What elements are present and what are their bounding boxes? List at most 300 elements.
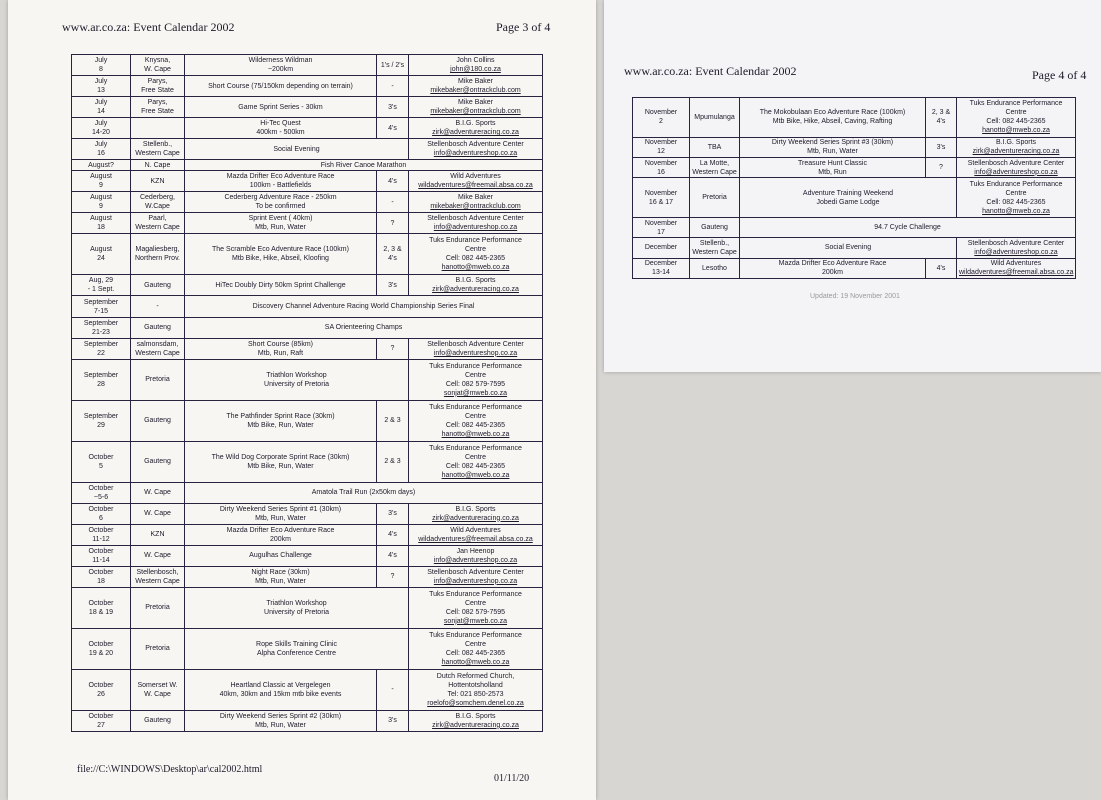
location-cell — [690, 137, 740, 157]
location-line: Western Cape — [135, 224, 180, 232]
event-table — [632, 97, 1076, 279]
date-line: 13 — [97, 87, 105, 95]
contact-email-link[interactable]: mikebaker@ontrackclub.com — [430, 87, 521, 95]
contact-line: B.I.G. Sports — [455, 505, 496, 513]
date-line: 2 — [659, 118, 663, 126]
event-line: Mtb, Run, Water — [255, 577, 306, 585]
event-line: Augulhas Challenge — [249, 552, 312, 560]
contact-cell — [957, 137, 1076, 157]
contact-email-link[interactable]: hanotto@mweb.co.za — [441, 264, 510, 272]
contact-line: Centre — [464, 412, 486, 420]
event-row — [72, 192, 543, 213]
event-cell — [185, 55, 377, 76]
date-cell — [72, 628, 131, 669]
event-row — [72, 139, 543, 160]
event-line: Short Course (75/150km depending on terrain) — [208, 82, 353, 90]
updated-note: Updated: 19 November 2001 — [810, 293, 900, 300]
event-line: Short Course (85km) — [248, 340, 313, 348]
location-cell — [690, 157, 740, 177]
team-size-cell: 4's — [377, 118, 409, 139]
event-line: Mtb Bike, Hike, Abseil, Caving, Rafting — [772, 118, 893, 126]
location-cell — [131, 118, 185, 139]
location-line: Mpumulanga — [694, 113, 735, 121]
contact-cell — [957, 258, 1076, 278]
event-row — [72, 669, 543, 710]
calendar-page-3 — [8, 0, 596, 800]
event-line: Hi-Tec Quest — [260, 120, 301, 128]
contact-line: Centre — [464, 599, 486, 607]
team-size-cell: 2 & 3 — [377, 441, 409, 482]
event-line: Heartland Classic at Vergelegen — [230, 681, 331, 689]
date-cell — [72, 76, 131, 97]
event-row — [72, 76, 543, 97]
contact-line: Cell: 082 445-2365 — [445, 649, 506, 657]
date-cell — [72, 139, 131, 160]
event-cell — [185, 669, 377, 710]
team-size-cell: ? — [377, 566, 409, 587]
location-cell — [690, 258, 740, 278]
event-cell — [185, 710, 377, 731]
location-cell — [131, 275, 185, 296]
contact-line: B.I.G. Sports — [995, 139, 1037, 147]
location-line: Parys, — [147, 78, 168, 86]
event-cell — [185, 296, 543, 317]
location-line: Paarl, — [148, 215, 167, 223]
event-line: Discovery Channel Adventure Racing World Championship Series Final — [252, 303, 475, 310]
event-line: Mtb, Run, Water — [807, 148, 858, 156]
event-row — [72, 482, 543, 503]
date-line: 14 — [97, 108, 105, 116]
location-line: Gauteng — [701, 224, 728, 232]
contact-email-link[interactable]: hanotto@mweb.co.za — [441, 430, 510, 438]
event-cell — [185, 441, 377, 482]
event-cell — [185, 503, 377, 524]
event-row — [72, 359, 543, 400]
date-line: November — [644, 219, 678, 227]
location-cell — [690, 98, 740, 138]
event-cell — [185, 566, 377, 587]
contact-email-link[interactable]: info@adventureshop.co.za — [433, 577, 518, 585]
event-line: Game Sprint Series - 30km — [238, 103, 323, 111]
event-row — [72, 566, 543, 587]
team-size-cell: ? — [926, 157, 957, 177]
date-cell — [72, 118, 131, 139]
team-size-cell: 4's — [377, 524, 409, 545]
event-line: The Mokobulaan Eco Adventure Race (100km) — [759, 109, 906, 117]
contact-line: Tuks Endurance Performance — [429, 444, 522, 452]
location-line: - — [156, 303, 159, 310]
event-line: Triathlon Workshop — [266, 371, 327, 379]
location-line: salmonsdam, — [136, 340, 179, 348]
contact-email-link[interactable]: info@adventureshop.co.za — [433, 349, 518, 357]
location-line: Magaliesberg, — [135, 246, 180, 254]
date-cell — [633, 137, 690, 157]
date-line: 24 — [97, 255, 105, 263]
event-row — [72, 275, 543, 296]
date-line: 11-14 — [92, 556, 110, 564]
location-cell — [131, 76, 185, 97]
date-cell — [72, 545, 131, 566]
contact-line: Wild Adventures — [450, 526, 501, 534]
location-cell — [131, 171, 185, 192]
location-cell — [131, 296, 185, 317]
date-line: October — [88, 505, 114, 513]
contact-cell — [409, 76, 543, 97]
team-size-cell: 4's — [377, 171, 409, 192]
event-row — [72, 296, 543, 317]
event-line: To be confirmed — [255, 203, 306, 211]
location-line: Cederberg, — [139, 194, 176, 202]
date-cell — [633, 157, 690, 177]
date-cell — [633, 178, 690, 218]
event-line: Mtb, Run, Water — [255, 514, 306, 522]
event-line: Dirty Weekend Series Sprint #2 (30km) — [219, 712, 342, 720]
location-line: Northern Prov. — [135, 255, 180, 263]
contact-cell — [957, 98, 1076, 138]
contact-line: Stellenbosch Adventure Center — [427, 568, 524, 576]
contact-email-link[interactable]: sonjat@mweb.co.za — [443, 617, 508, 625]
date-line: 6 — [99, 514, 103, 522]
contact-email-link[interactable]: hanotto@mweb.co.za — [441, 471, 510, 479]
event-line: 200km — [269, 535, 291, 543]
event-row — [72, 171, 543, 192]
team-size-cell: 3's — [926, 137, 957, 157]
date-line: July — [94, 78, 108, 86]
date-line: 16 — [657, 168, 665, 176]
contact-line: Stellenbosch Adventure Center — [967, 239, 1065, 247]
event-line: Amatola Trail Run (2x50km days) — [311, 489, 416, 497]
contact-email-link[interactable]: wildadventures@freemail.absa.co.za — [959, 269, 1074, 277]
location-line: Free State — [141, 87, 174, 95]
event-cell — [740, 217, 1076, 237]
contact-email-link[interactable]: zirk@adventureracing.co.za — [972, 148, 1060, 156]
date-cell — [72, 482, 131, 503]
event-line: Mazda Drifter Eco Adventure Race — [226, 173, 335, 181]
contact-cell — [409, 628, 543, 669]
contact-line: Mike Baker — [457, 99, 493, 107]
contact-email-link[interactable]: john@180.co.za — [450, 66, 501, 74]
location-cell — [131, 524, 185, 545]
date-line: 27 — [97, 721, 105, 729]
event-line: Fish River Canoe Marathon — [320, 161, 407, 169]
contact-email-link[interactable]: zirk@adventureracing.co.za — [432, 286, 519, 294]
contact-email-link[interactable]: info@adventureshop.co.za — [433, 556, 518, 564]
contact-email-link[interactable]: zirk@adventureracing.co.za — [432, 514, 519, 522]
date-cell — [72, 55, 131, 76]
event-row — [72, 545, 543, 566]
date-line: August — [90, 246, 112, 254]
date-line: 14-20 — [92, 129, 110, 137]
date-line: October — [88, 640, 114, 648]
contact-line: Mike Baker — [457, 194, 493, 202]
event-row — [633, 157, 1076, 177]
contact-line: Centre — [464, 371, 486, 379]
date-line: October — [88, 484, 114, 492]
date-line: 13-14 — [652, 269, 670, 277]
event-line: Night Race (30km) — [251, 568, 310, 576]
date-cell — [72, 97, 131, 118]
event-line: Mtb Bike, Hike, Abseil, Kloofing — [232, 255, 329, 263]
contact-line: Cell: 082 579-7595 — [445, 380, 506, 388]
contact-line: Stellenbosch Adventure Center — [427, 141, 524, 149]
event-cell — [185, 317, 543, 338]
event-line: Mazda Drifter Eco Adventure Race — [778, 260, 887, 268]
event-cell — [740, 238, 957, 258]
date-line: 21-23 — [92, 328, 110, 336]
event-line: SA Orienteering Champs — [324, 324, 403, 332]
contact-line: B.I.G. Sports — [455, 120, 496, 128]
event-row — [72, 234, 543, 275]
date-cell — [72, 441, 131, 482]
event-row — [633, 217, 1076, 237]
contact-email-link[interactable]: hanotto@mweb.co.za — [441, 658, 510, 666]
contact-line: Cell: 082 579-7595 — [445, 608, 506, 616]
location-line: Western Cape — [135, 577, 180, 585]
date-line: September — [83, 412, 119, 420]
date-cell — [633, 238, 690, 258]
location-line: Stellenbosch, — [136, 568, 179, 576]
contact-email-link[interactable]: zirk@adventureracing.co.za — [432, 129, 519, 137]
page-url-header: www.ar.co.za: Event Calendar 2002 — [624, 64, 797, 78]
contact-line: Tuks Endurance Performance — [429, 631, 522, 639]
location-line: KZN — [150, 531, 165, 539]
contact-line: Cell: 082 445-2365 — [445, 255, 506, 263]
contact-cell — [957, 238, 1076, 258]
contact-line: Wild Adventures — [450, 173, 501, 181]
team-size-cell: 3's — [377, 503, 409, 524]
contact-cell — [409, 118, 543, 139]
event-cell — [185, 482, 543, 503]
event-cell — [185, 171, 377, 192]
contact-cell — [409, 441, 543, 482]
event-row — [72, 55, 543, 76]
location-line: Lesotho — [702, 264, 727, 272]
contact-line: Hottentotsholland — [448, 681, 503, 689]
location-line: Western Cape — [692, 248, 737, 256]
contact-cell — [409, 55, 543, 76]
contact-line: Tel: 021 850-2573 — [447, 690, 504, 698]
event-cell — [185, 139, 409, 160]
contact-email-link[interactable]: roelofo@somchem.denel.co.za — [427, 699, 524, 707]
event-row — [633, 98, 1076, 138]
event-cell — [740, 137, 926, 157]
location-cell — [131, 97, 185, 118]
event-line: 94.7 Cycle Challenge — [874, 224, 941, 232]
team-size-cell: 2, 3 & 4's — [926, 98, 957, 138]
date-line: October — [88, 712, 114, 720]
event-row — [633, 238, 1076, 258]
location-cell — [690, 217, 740, 237]
date-cell — [72, 710, 131, 731]
location-line: N. Cape — [144, 161, 171, 169]
date-cell — [72, 296, 131, 317]
contact-email-link[interactable]: wildadventures@freemail.absa.co.za — [418, 182, 533, 190]
date-line: - 1 Sept. — [87, 286, 115, 294]
event-line: 400km - 500km — [256, 129, 305, 137]
date-line: October — [88, 453, 114, 461]
date-line: 22 — [97, 349, 105, 357]
location-line: Free State — [141, 108, 174, 116]
location-line: W. Cape — [144, 489, 171, 497]
event-cell — [185, 275, 377, 296]
date-line: 5 — [99, 462, 103, 470]
date-line: September — [83, 371, 119, 379]
contact-email-link[interactable]: sonjat@mweb.co.za — [443, 389, 508, 397]
location-cell — [690, 178, 740, 218]
event-cell — [185, 192, 377, 213]
contact-cell — [409, 234, 543, 275]
date-line: 16 & 17 — [648, 198, 674, 206]
contact-line: Cell: 082 445-2365 — [986, 198, 1046, 206]
date-line: July — [94, 99, 108, 107]
contact-line: Cell: 082 445-2365 — [445, 462, 506, 470]
location-cell — [131, 317, 185, 338]
location-line: Gauteng — [144, 281, 171, 289]
date-line: September — [83, 319, 119, 327]
event-cell — [185, 97, 377, 118]
event-line: Alpha Conference Centre — [257, 649, 336, 657]
location-cell — [131, 545, 185, 566]
event-line: Cederberg Adventure Race - 250km — [224, 194, 337, 202]
date-line: 8 — [99, 66, 103, 74]
location-cell — [131, 234, 185, 275]
date-line: August — [90, 215, 112, 223]
event-line: Mtb, Run, Water — [255, 721, 306, 729]
date-line: Aug, 29 — [88, 277, 114, 285]
location-cell — [131, 669, 185, 710]
page-url-header: www.ar.co.za: Event Calendar 2002 — [62, 20, 235, 34]
event-cell — [740, 157, 926, 177]
location-line: Knysna, — [144, 57, 171, 65]
date-line: September — [83, 298, 119, 306]
event-line: Adventure Training Weekend — [802, 189, 894, 197]
contact-line: B.I.G. Sports — [455, 712, 496, 720]
location-line: Gauteng — [144, 717, 171, 725]
event-row — [72, 441, 543, 482]
date-line: 28 — [97, 380, 105, 388]
contact-email-link[interactable]: info@adventureshop.co.za — [433, 224, 518, 232]
contact-cell — [957, 178, 1076, 218]
event-line: Triathlon Workshop — [266, 599, 327, 607]
team-size-cell: 3's — [377, 97, 409, 118]
event-line: Mtb Bike, Run, Water — [247, 462, 314, 470]
date-line: November — [644, 109, 678, 117]
contact-email-link[interactable]: hanotto@mweb.co.za — [982, 207, 1050, 215]
footer-date: 01/11/20 — [494, 773, 530, 784]
location-cell — [131, 55, 185, 76]
event-line: 40km, 30km and 15km mtb bike events — [219, 690, 342, 698]
team-size-cell: 1's / 2's — [377, 55, 409, 76]
date-line: July — [94, 120, 108, 128]
contact-email-link[interactable]: hanotto@mweb.co.za — [982, 127, 1050, 135]
contact-email-link[interactable]: wildadventures@freemail.absa.co.za — [418, 535, 533, 543]
date-cell — [72, 400, 131, 441]
contact-line: Dutch Reformed Church, — [436, 672, 515, 680]
event-cell — [185, 524, 377, 545]
date-cell — [72, 160, 131, 171]
date-line: August — [90, 194, 112, 202]
page-number: Page 4 of 4 — [1032, 68, 1087, 82]
event-line: Dirty Weekend Series Sprint #3 (30km) — [771, 139, 894, 147]
contact-cell — [409, 192, 543, 213]
date-line: August? — [88, 161, 114, 169]
date-line: ~5-6 — [93, 493, 109, 501]
contact-line: Stellenbosch Adventure Center — [427, 340, 524, 348]
date-line: 26 — [97, 690, 105, 698]
contact-line: Cell: 082 445-2365 — [445, 421, 506, 429]
contact-email-link[interactable]: zirk@adventureracing.co.za — [432, 721, 519, 729]
team-size-cell: 2 & 3 — [377, 400, 409, 441]
contact-cell — [409, 503, 543, 524]
contact-line: B.I.G. Sports — [455, 277, 496, 285]
location-cell — [131, 160, 185, 171]
contact-cell — [409, 669, 543, 710]
contact-email-link[interactable]: info@adventureshop.co.za — [433, 150, 518, 158]
location-line: W.Cape — [145, 203, 170, 211]
date-line: October — [88, 599, 114, 607]
contact-line: Tuks Endurance Performance — [429, 403, 522, 411]
event-line: HiTec Doubly Dirty 50km Sprint Challenge — [215, 281, 346, 289]
contact-email-link[interactable]: info@adventureshop.co.za — [974, 248, 1058, 256]
event-line: Mazda Drifter Eco Adventure Race — [226, 526, 335, 534]
date-line: 16 — [97, 150, 105, 158]
location-cell — [131, 503, 185, 524]
location-line: TBA — [707, 143, 722, 151]
date-line: 11-12 — [92, 535, 110, 543]
location-line: Pretoria — [145, 645, 170, 653]
event-table — [71, 54, 543, 732]
contact-cell — [409, 545, 543, 566]
event-line: Dirty Weekend Series Sprint #1 (30km) — [219, 505, 342, 513]
event-row — [72, 317, 543, 338]
location-cell — [131, 400, 185, 441]
event-line: Social Evening — [824, 244, 872, 252]
location-line: Parys, — [147, 99, 168, 107]
date-cell — [633, 258, 690, 278]
contact-email-link[interactable]: mikebaker@ontrackclub.com — [430, 108, 521, 116]
event-row — [72, 524, 543, 545]
date-line: 7-15 — [93, 307, 108, 315]
team-size-cell: ? — [377, 213, 409, 234]
contact-email-link[interactable]: mikebaker@ontrackclub.com — [430, 203, 521, 211]
date-line: 18 & 19 — [88, 608, 114, 616]
date-cell — [72, 317, 131, 338]
date-line: 18 — [97, 577, 105, 585]
event-cell — [185, 160, 543, 171]
footer-file-path: file://C:\WINDOWS\Desktop\ar\cal2002.html — [77, 764, 263, 775]
date-cell — [72, 566, 131, 587]
location-line: Stellenb., — [142, 141, 173, 149]
event-cell — [740, 178, 957, 218]
location-line: La Motte, — [699, 159, 730, 167]
location-cell — [131, 566, 185, 587]
date-line: November — [644, 139, 678, 147]
contact-cell — [409, 400, 543, 441]
event-cell — [185, 76, 377, 97]
date-cell — [72, 192, 131, 213]
event-cell — [185, 545, 377, 566]
contact-email-link[interactable]: info@adventureshop.co.za — [974, 168, 1058, 176]
contact-line: Tuks Endurance Performance — [969, 100, 1063, 108]
contact-line: Jan Heenop — [456, 547, 495, 555]
event-line: University of Pretoria — [264, 380, 329, 388]
contact-line: Stellenbosch Adventure Center — [967, 159, 1065, 167]
event-row — [72, 587, 543, 628]
contact-line: Tuks Endurance Performance — [429, 237, 522, 245]
date-line: July — [94, 141, 108, 149]
team-size-cell: 4's — [926, 258, 957, 278]
location-cell — [131, 359, 185, 400]
